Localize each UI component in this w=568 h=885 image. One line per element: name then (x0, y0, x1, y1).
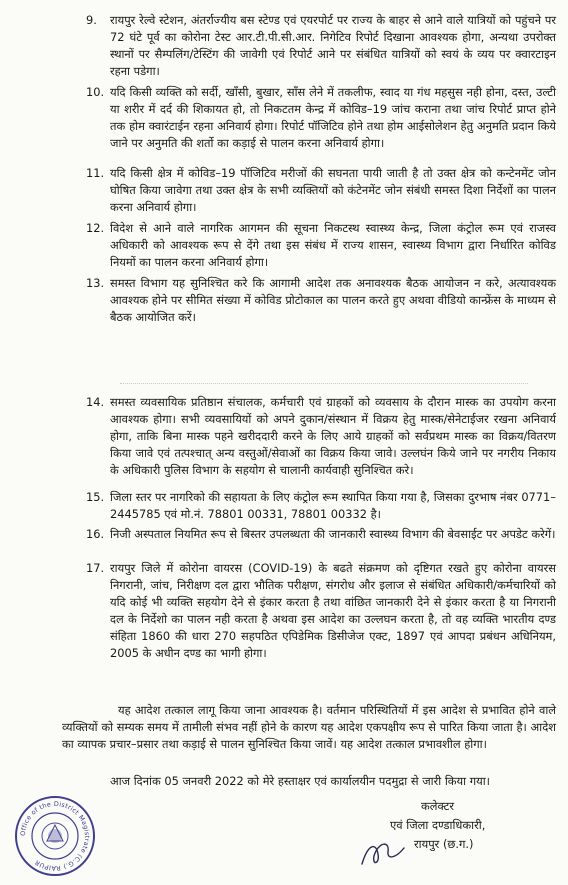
item-text: समस्त विभाग यह सुनिश्चित करे कि आगामी आदेश तक अनावश्यक बैठक आयोजन न करे, अत्यावश्यक आवश्यक होने पर सीमित संख्या में कोविड प्रोटोकाल का पालन करते हुए अथवा वीडियो कान्फ्रेंस के माध्यम से बैठक आयोजित करें। (110, 276, 556, 324)
item-number: 16. (86, 527, 105, 541)
item-number: 12. (86, 221, 105, 235)
closing-paragraph: यह आदेश तत्काल लागू किया जाना आवश्यक है। वर्तमान परिस्थितियों में इस आदेश से प्रभावित होने वाले व्यक्तियों को सम्यक समय में तामीली संभव नहीं होने के कारण यह आदेश एकपक्षीय रूप से पारित किया जाता है। आदेश का व्यापक प्रचार–प्रसार तथा कड़ाई से पालन सुनिश्चित किया जावें। यह आदेश तत्काल प्रभावशील होगा। (62, 703, 556, 751)
item-text: समस्त व्यवसायिक प्रतिष्ठान संचालक, कर्मचारी एवं ग्राहकों को व्यवसाय के दौरान मास्क का उपयोग करना आवश्यक होगा। सभी व्यवसायियों को अपने दुकान/संस्थान में विक्रय हेतु मास्क/सेनेटाईजर रखना अनिवार्य होगा, ताकि बिना मास्क पहने खरीददारी करने के लिए आये ग्राहकों को सर्वप्रथम मास्क का विक्रय/वितरण किया जावे एवं तत्पश्चात् अन्य वस्तुओं/सेवाओं का विक्रय किया जावे। उल्लघंन किये जाने पर नगरीय निकाय के अधिकारी पुलिस विभाग के सहयोग से चालानी कार्यवाही सुनिश्चित करे। (110, 395, 556, 477)
item-number: 14. (86, 395, 105, 409)
item-text: यदि किसी व्यक्ति को सर्दी, खाँसी, बुखार, साँस लेने में तकलीफ, स्वाद या गंध महसुस नही होना, दस्त, उल्टी या शरीर में दर्द की शिकायत हो, तो निकटतम केन्द्र में कोविड–19 जांच कराना तथा जांच रिपोर्ट प्राप्त होने तक होम क्वारंटाईन रहना अनिवार्य होगा। रिपोर्ट पॉजिटिव होने तथा होम आईसोलेशन हेतु अनुमति प्रदान किये जाने पर अनुमति की शर्तो का कड़ाई से पालन करना अनिवार्य होगा। (110, 85, 556, 150)
item-number: 10. (86, 85, 105, 99)
handwritten-signature (358, 836, 408, 870)
item-number: 15. (86, 490, 105, 504)
item-number: 17. (86, 561, 105, 575)
item-number: 13. (86, 276, 105, 290)
item-number: 11. (86, 166, 105, 180)
signature-title: कलेक्टर (421, 799, 455, 813)
seal-text: Office of the District Magistrate (C.G.) RAIPUR (18, 799, 92, 873)
signature-place: रायपुर (छ.ग.) (414, 837, 474, 851)
item-text: निजी अस्पताल नियमित रूप से बिस्तर उपलब्धता की जानकारी स्वास्थ्य विभाग की बेवसाईट पर अपडेट करेगें। (110, 527, 556, 541)
item-text: रायपुर जिले में कोरोना वायरस (COVID-19) के बढते संक्रमण को दृष्टिगत रखते हुए कोरोना वायरस निगरानी, जांच, निरीक्षण दल द्वारा भौतिक परीक्षण, संगरोध और इलाज से संबंधित अधिकारी/कर्मचारियों को यदि कोई भी व्यक्ति सहयोग देने से इंकार करता है तथा वांछित जानकारी देने से इंकार करता है या निगरानी दल के निर्देशो का पालन नही करता है अथवा इस आदेश का उल्लघन करता है, तो वह व्यक्ति भारतीय दण्ड संहिता 1860 की धारा 270 सहपठित एपिडेमिक डिसीजेज एक्ट, 1897 एवं आपदा प्रबंधन अधिनियम, 2005 के अधीन दण्ड का भागी होगा। (110, 561, 556, 660)
item-text: रायपुर रेल्वे स्टेशन, अंतर्राज्यीय बस स्टेण्ड एवं एयरपोर्ट पर राज्य के बाहर से आने वाले यात्रियों को पहुंचने पर 72 घंटे पूर्व का कोरोना टेस्ट आर.टी.पी.सी.आर. निगेटिव रिपोर्ट दिखाना आवश्यक होगा, अन्यथा उपरोक्त स्थानों पर सैम्पलिंग/टेस्टिंग की जावेगी एवं रिपोर्ट आने पर संबंधित यात्रियों को स्वयं के व्यय पर क्वारटाइन रहना पडेगा। (110, 13, 556, 78)
district-magistrate-seal (14, 795, 96, 877)
item-text: जिला स्तर पर नागरिको की सहायता के लिए कंट्रोल रूम स्थापित किया गया है, जिसका दुरभाष नंबर 0771– 2445785 एवं मो.नं. 78801 00331, 78801 00332 है। (110, 490, 556, 521)
item-text: विदेश से आने वाले नागरिक आगमन की सूचना निकटस्थ स्वास्थ्य केन्द्र, जिला कंट्रोल रूम एवं राजस्व अधिकारी को आवश्यक रूप से देंगे तथा इस संबंध में राज्य शासन, स्वास्थ्य विभाग द्वारा निर्धारित कोविड नियमों का पालन करना अनिवार्य होगा। (110, 221, 556, 269)
issue-statement: आज दिनांक 05 जनवरी 2022 को मेरे हस्ताक्षर एवं कार्यालयीन पदमुद्रा से जारी किया गया। (110, 774, 490, 788)
signature-designation: एवं जिला दण्डाधिकारी, (390, 818, 486, 832)
item-text: यदि किसी क्षेत्र में कोविड–19 पॉजिटिव मरीजों की सघनता पायी जाती है तो उक्त क्षेत्र को कन्टेनमेंट जोन घोषित किया जावेगा तथा उक्त क्षेत्र के सभी व्यक्तियों को कंटेनमेंट जोन संबंधी समस्त दिशा निर्देशों का पालन करना अनिवार्य होगा। (110, 166, 556, 214)
page-join-divider (120, 383, 528, 385)
item-number: 9. (86, 13, 97, 27)
